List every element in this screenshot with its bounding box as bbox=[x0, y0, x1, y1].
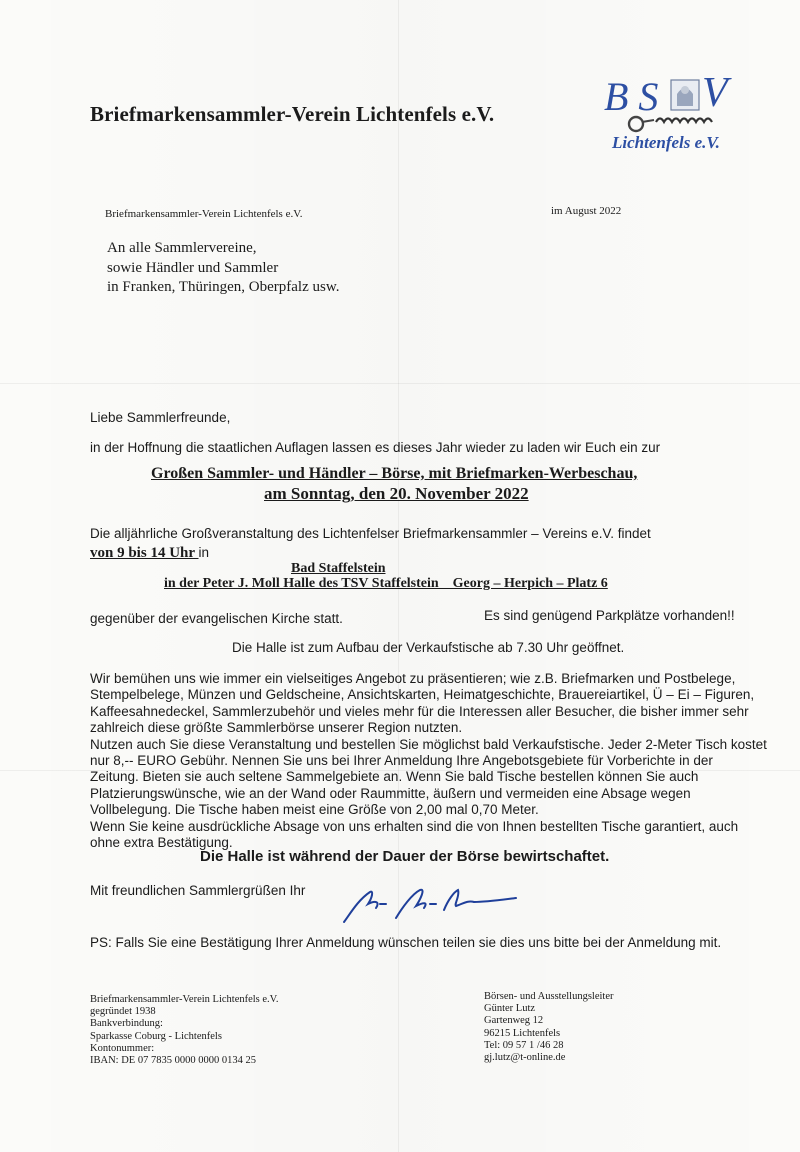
paragraph-line: ohne extra Bestätigung. bbox=[90, 835, 233, 851]
paragraph-line: Wir bemühen uns wie immer ein vielseitiges Angebot zu präsentieren; wie z.B. Briefmarken und Postbelege, bbox=[90, 671, 736, 686]
catering-note: Die Halle ist während der Dauer der Börse bewirtschaftet. bbox=[200, 848, 610, 865]
hall-opening-note: Die Halle ist zum Aufbau der Verkaufstische ab 7.30 Uhr geöffnet. bbox=[232, 640, 625, 655]
footer-line: Günter Lutz bbox=[484, 1003, 536, 1015]
intro-text: in der Hoffnung die staatlichen Auflagen lassen es dieses Jahr wieder zu laden wir Euch ein zur bbox=[90, 440, 661, 455]
postscript: PS: Falls Sie eine Bestätigung Ihrer Anmeldung wünschen teilen sie dies uns bitte bei der Anmeldung mit. bbox=[90, 935, 722, 950]
footer-club-info bbox=[90, 994, 279, 1067]
paragraph-line: Wenn Sie keine ausdrückliche Absage von uns erhalten sind die von Ihnen bestellten Tische garantiert, auch bbox=[90, 818, 739, 834]
paragraph-line: Stempelbelege, Münzen und Geldscheine, Ansichtskarten, Heimatgeschichte, Brauereiartikel, Ü – Ei – Figuren, bbox=[90, 687, 755, 703]
paragraph-line: Vollbelegung. Die Tische haben meist eine Größe von 2,00 mal 0,70 Meter. bbox=[90, 802, 539, 818]
letter-date: im August 2022 bbox=[551, 205, 622, 217]
paragraph-line: zahlreich diese größte Sammlerbörse unserer Region nutzten. bbox=[90, 720, 463, 736]
event-time: von 9 bis 14 Uhr bbox=[90, 545, 199, 561]
footer-line: gj.lutz@t-online.de bbox=[484, 1052, 566, 1064]
sender-line: Briefmarkensammler-Verein Lichtenfels e.V. bbox=[105, 208, 303, 220]
event-time-row bbox=[90, 545, 209, 562]
paragraph-line: Nutzen auch Sie diese Veranstaltung und bestellen Sie möglichst bald Verkaufstische. Jeder 2-Meter Tisch kostet bbox=[90, 736, 767, 752]
footer-line: Börsen- und Ausstellungsleiter bbox=[484, 991, 614, 1002]
greeting: Liebe Sammlerfreunde, bbox=[90, 410, 231, 425]
body-paragraph bbox=[90, 671, 767, 851]
paragraph-line: nur 8,-- EURO Gebühr. Nennen Sie uns bei Ihrer Anmeldung Ihre Angebotsgebiete für Vorberichte in der bbox=[90, 753, 713, 769]
footer-line: Tel: 09 57 1 /46 28 bbox=[484, 1039, 564, 1051]
parking-note: Es sind genügend Parkplätze vorhanden!! bbox=[484, 608, 735, 623]
logo-tongs-icon bbox=[629, 117, 654, 131]
venue-hall: in der Peter J. Moll Halle des TSV Staffelstein Georg – Herpich – Platz 6 bbox=[164, 576, 608, 591]
footer-line: gegründet 1938 bbox=[90, 1006, 156, 1018]
club-logo-icon bbox=[598, 64, 748, 160]
event-date: am Sonntag, den 20. November 2022 bbox=[264, 484, 529, 503]
recipient-line: An alle Sammlervereine, bbox=[107, 240, 257, 256]
footer-line: Bankverbindung: bbox=[90, 1018, 163, 1030]
footer-line: Gartenweg 12 bbox=[484, 1015, 544, 1027]
paragraph-line: Kaffeesahnedeckel, Sammlerzubehör und vieles mehr für die Interessen aller Besucher, die bisher immer sehr bbox=[90, 703, 749, 719]
logo-letters-right: V bbox=[702, 70, 728, 116]
paragraph-line: Zeitung. Bieten sie auch seltene Sammelgebiete an. Wenn Sie bald Tische bestellen können Sie auch bbox=[90, 769, 699, 785]
signature-icon bbox=[340, 878, 520, 928]
recipient-line: in Franken, Thüringen, Oberpfalz usw. bbox=[107, 279, 340, 295]
footer-line: IBAN: DE 07 7835 0000 0000 0134 25 bbox=[90, 1055, 256, 1067]
organization-title: Briefmarkensammler-Verein Lichtenfels e.V. bbox=[90, 102, 495, 126]
fold-line bbox=[0, 383, 800, 384]
paragraph-line: Platzierungswünsche, wie an der Wand oder Raummitte, äußern und vermeiden eine Absage wegen bbox=[90, 785, 691, 801]
annual-event-text: Die alljährliche Großveranstaltung des Lichtenfelser Briefmarkensammler – Vereins e.V. findet bbox=[90, 526, 651, 541]
logo-letters-left: B S bbox=[604, 74, 659, 119]
logo-stamp-icon bbox=[671, 80, 699, 110]
recipient-line: sowie Händler und Sammler bbox=[107, 260, 279, 276]
event-title: Großen Sammler- und Händler – Börse, mit Briefmarken-Werbeschau, bbox=[151, 465, 638, 482]
footer-line: Sparkasse Coburg - Lichtenfels bbox=[90, 1030, 222, 1042]
venue-location-text: gegenüber der evangelischen Kirche statt. bbox=[90, 611, 343, 626]
logo-perforation-icon bbox=[656, 119, 712, 123]
closing-regards: Mit freundlichen Sammlergrüßen Ihr bbox=[90, 883, 306, 898]
footer-line: Kontonummer: bbox=[90, 1042, 155, 1054]
footer-line: Briefmarkensammler-Verein Lichtenfels e.V. bbox=[90, 994, 279, 1005]
footer-contact-info bbox=[484, 991, 614, 1064]
event-time-suffix: in bbox=[198, 545, 210, 560]
logo-city: Lichtenfels e.V. bbox=[612, 133, 720, 152]
venue-town: Bad Staffelstein bbox=[291, 561, 386, 576]
footer-line: 96215 Lichtenfels bbox=[484, 1027, 561, 1039]
